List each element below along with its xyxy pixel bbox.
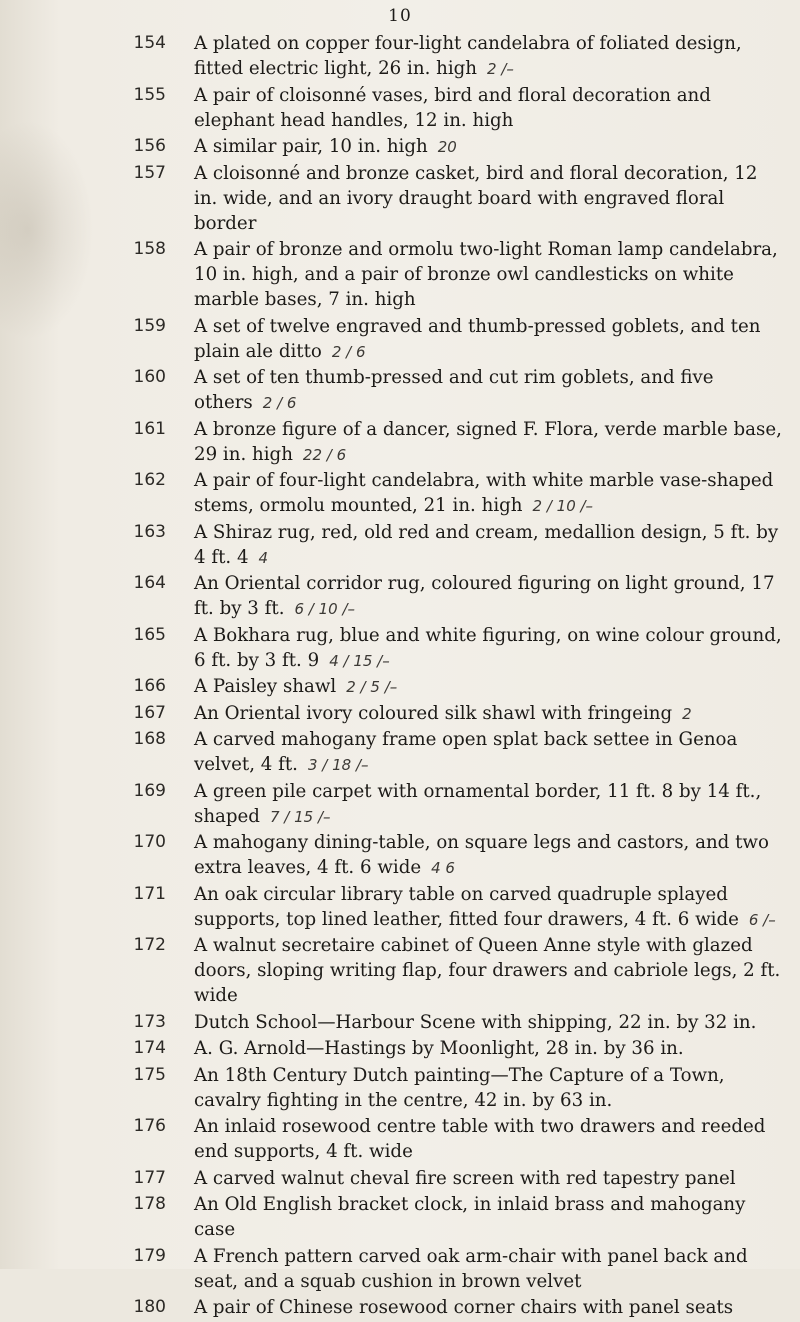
lot-item (0, 417, 800, 468)
lot-item (0, 468, 800, 519)
lot-item (0, 674, 800, 700)
lot-number: 164 (133, 573, 166, 593)
lot-number: 162 (133, 470, 166, 490)
lot-item (0, 701, 800, 727)
handwritten-price: 2 /– (487, 60, 514, 78)
lot-item (0, 882, 800, 933)
lot-item (0, 779, 800, 830)
lot-item (0, 727, 800, 778)
lot-item (0, 933, 800, 1009)
lot-description: A similar pair, 10 in. high 20 (194, 136, 457, 157)
handwritten-price: 2 / 10 /– (532, 497, 594, 515)
lot-number: 157 (133, 162, 166, 183)
handwritten-price: 4 6 (431, 859, 455, 877)
lot-description: An 18th Century Dutch painting—The Capture of a Town, cavalry fighting in the centre, 42 in. by 63 in. (194, 1064, 725, 1111)
handwritten-price: 2 / 6 (262, 394, 297, 412)
lot-description: Dutch School—Harbour Scene with shipping, 22 in. by 32 in. (194, 1011, 757, 1033)
lot-description: An oak circular library table on carved quadruple splayed supports, top lined leather, fitted four drawers, 4 ft. 6 wide 6 /– (194, 883, 776, 930)
handwritten-price: 6 / 10 /– (294, 600, 356, 618)
lot-description: An Oriental corridor rug, coloured figuring on light ground, 17 ft. by 3 ft. 6 / 10 /– (194, 573, 775, 619)
lot-description: A pair of bronze and ormolu two-light Roman lamp candelabra, 10 in. high, and a pair of bronze owl candlesticks on white marble bases, 7 in. high (194, 239, 778, 310)
lot-number: 167 (133, 702, 166, 723)
lot-item (0, 365, 800, 416)
lot-description: A walnut secretaire cabinet of Queen Anne style with glazed doors, sloping writing flap, four drawers and cabriole legs, 2 ft. wide (194, 935, 781, 1006)
lot-number: 165 (133, 624, 166, 645)
lot-description: A mahogany dining-table, on square legs and castors, and two extra leaves, 4 ft. 6 wide 4 6 (194, 832, 769, 878)
lot-number: 155 (133, 84, 166, 105)
lot-description: A carved mahogany frame open splat back settee in Genoa velvet, 4 ft. 3 / 18 /– (194, 729, 738, 775)
page-number: 10 (388, 6, 412, 26)
lot-number: 179 (133, 1245, 166, 1266)
lot-item (0, 1166, 800, 1192)
lot-number: 159 (133, 315, 166, 336)
handwritten-price: 22 / 6 (302, 445, 347, 464)
handwritten-price: 4 / 15 /– (329, 651, 390, 670)
lot-number: 158 (133, 239, 166, 259)
lot-number: 163 (133, 521, 166, 542)
lot-item (0, 1063, 800, 1114)
lot-number: 160 (133, 367, 166, 387)
lot-number: 174 (133, 1038, 166, 1058)
lot-item (0, 1244, 800, 1295)
lot-number: 168 (133, 729, 166, 749)
lot-item (0, 314, 800, 365)
lot-item (0, 520, 800, 571)
lot-description: A green pile carpet with ornamental border, 11 ft. 8 by 14 ft., shaped 7 / 15 /– (194, 780, 762, 827)
lot-description: A pair of four-light candelabra, with white marble vase-shaped stems, ormolu mounted, 21 in. high 2 / 10 /– (194, 470, 774, 516)
lot-item (0, 161, 800, 237)
lot-description: A pair of cloisonné vases, bird and floral decoration and elephant head handles, 12 in. high (194, 84, 711, 131)
lot-item (0, 1010, 800, 1036)
lot-description: A Shiraz rug, red, old red and cream, medallion design, 5 ft. by 4 ft. 4 4 (194, 521, 779, 568)
handwritten-price: 4 (258, 548, 269, 567)
lot-number: 156 (133, 136, 166, 156)
handwritten-price: 2 / 5 /– (346, 678, 398, 696)
lot-description: A set of twelve engraved and thumb-pressed goblets, and ten plain ale ditto 2 / 6 (194, 315, 761, 362)
lot-item (0, 1192, 800, 1243)
handwritten-price: 7 / 15 /– (269, 807, 331, 826)
lot-number: 171 (133, 883, 166, 904)
lot-item (0, 830, 800, 881)
lot-item (0, 83, 800, 134)
lot-number: 154 (133, 33, 166, 53)
lot-description: A. G. Arnold—Hastings by Moonlight, 28 in. by 36 in. (194, 1038, 684, 1059)
lot-number: 172 (133, 935, 166, 955)
lot-number: 166 (133, 676, 166, 696)
lot-number: 175 (133, 1064, 166, 1085)
lot-description: A plated on copper four-light candelabra of foliated design, fitted electric light, 26 in. high 2 /– (194, 33, 742, 79)
lot-description: A pair of Chinese rosewood corner chairs with panel seats (194, 1297, 734, 1318)
lot-item (0, 31, 800, 82)
lot-description: An Oriental ivory coloured silk shawl with fringeing 2 (194, 702, 692, 724)
lot-description: A Paisley shawl 2 / 5 /– (194, 676, 398, 697)
lot-number: 161 (133, 418, 166, 439)
lot-number: 169 (133, 780, 166, 801)
lot-item (0, 623, 800, 674)
lot-description: An Old English bracket clock, in inlaid brass and mahogany case (194, 1194, 746, 1240)
lot-item (0, 1036, 800, 1062)
lot-item (0, 237, 800, 313)
handwritten-price: 2 / 6 (331, 342, 366, 361)
handwritten-price: 6 /– (748, 910, 776, 929)
lot-number: 177 (133, 1167, 166, 1188)
lot-item (0, 571, 800, 622)
lot-description: A set of ten thumb-pressed and cut rim goblets, and five others 2 / 6 (194, 367, 714, 413)
handwritten-price: 3 / 18 /– (307, 756, 369, 774)
lot-number: 170 (133, 832, 166, 852)
lot-description: A Bokhara rug, blue and white figuring, on wine colour ground, 6 ft. by 3 ft. 9 4 / 15 /– (194, 624, 782, 671)
lot-number: 178 (133, 1194, 166, 1214)
lot-number: 176 (133, 1116, 166, 1136)
lot-item (0, 134, 800, 160)
handwritten-price: 2 (682, 704, 692, 723)
lot-description: A carved walnut cheval fire screen with red tapestry panel (194, 1167, 736, 1189)
lot-description: A bronze figure of a dancer, signed F. Flora, verde marble base, 29 in. high 22 / 6 (194, 418, 782, 465)
lot-number: 180 (133, 1297, 166, 1317)
lot-description: A French pattern carved oak arm-chair with panel back and seat, and a squab cushion in brown velvet (194, 1245, 748, 1292)
lot-description: An inlaid rosewood centre table with two drawers and reeded end supports, 4 ft. wide (194, 1116, 766, 1162)
lot-description: A cloisonné and bronze casket, bird and floral decoration, 12 in. wide, and an ivory draught board with engraved floral border (194, 162, 758, 234)
lot-item (0, 1114, 800, 1165)
lot-item (0, 1295, 800, 1321)
lot-number: 173 (133, 1011, 166, 1032)
lot-list (0, 31, 800, 1322)
handwritten-price: 20 (437, 138, 457, 156)
